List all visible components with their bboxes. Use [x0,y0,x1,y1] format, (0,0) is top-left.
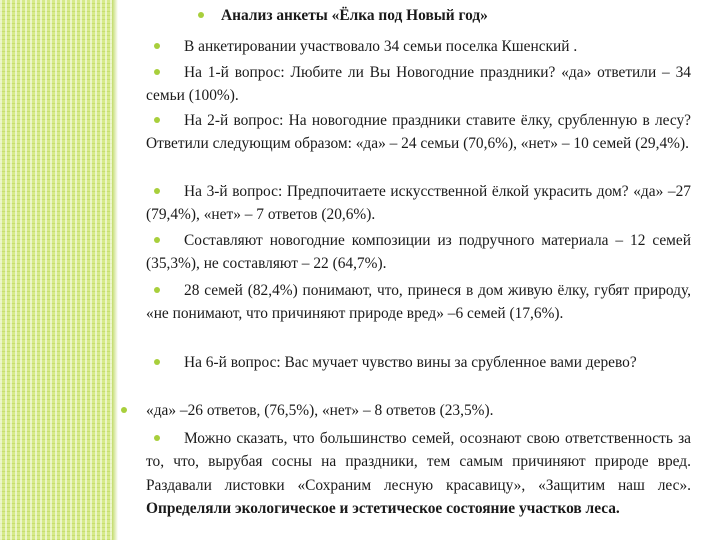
slide-title: Анализ анкеты «Ёлка под Новый год» [221,7,488,24]
answer-item: «да» –26 ответов, (76,5%), «нет» – 8 ответов (23,5%). [146,402,494,419]
paragraph-question-2 [146,109,691,156]
paragraph-text: На 2-й вопрос: На новогодние праздники ставите ёлку, срубленную в лесу? Ответили следующим образом: «да» – 24 семьи (70,6%), «нет» – 10 семей (29,4%). [146,112,691,153]
paragraph-question-3 [146,180,691,227]
paragraph-compositions [146,229,691,276]
paragraph-question-6 [146,351,691,374]
paragraph-text: В анкетировании участвовало 34 семьи поселка Кшенский . [184,38,578,55]
paragraph-text: Составляют новогодние композиции из подручного материала – 12 семей (35,3%), не составляют – 22 (64,7%). [146,232,691,273]
paragraph-text: На 3-й вопрос: Предпочитаете искусственной ёлкой украсить дом? «да» –27 (79,4%), «нет» – 7 ответов (20,6%). [146,183,691,224]
paragraph-question-1 [146,61,691,108]
paragraph-text: На 6-й вопрос: Вас мучает чувство вины за срубленное вами дерево? [184,354,637,371]
conclusion-bold-text: Определяли экологическое и эстетическое состояние участков леса. [146,500,620,518]
paragraph-conclusion [146,427,691,521]
paragraph-nature-harm [146,279,691,326]
bullet-icon [198,12,204,18]
bullet-icon [121,407,127,413]
paragraph-text: На 1-й вопрос: Любите ли Вы Новогодние праздники? «да» ответили – 34 семьи (100%). [146,64,691,105]
conclusion-text: Можно сказать, что большинство семей, осознают свою ответственность за то, что, вырубая сосны на праздники, тем самым причиняют природе вред. Раздавали листовки «Сохраним лесную красавицу», «Защитим наш лес». [146,430,691,494]
paragraph-text: 28 семей (82,4%) понимают, что, принеся в дом живую ёлку, губят природу, «не понимают, что причиняют природе вред» –6 семей (17,6%). [146,282,691,323]
paragraph-participants [146,35,691,58]
